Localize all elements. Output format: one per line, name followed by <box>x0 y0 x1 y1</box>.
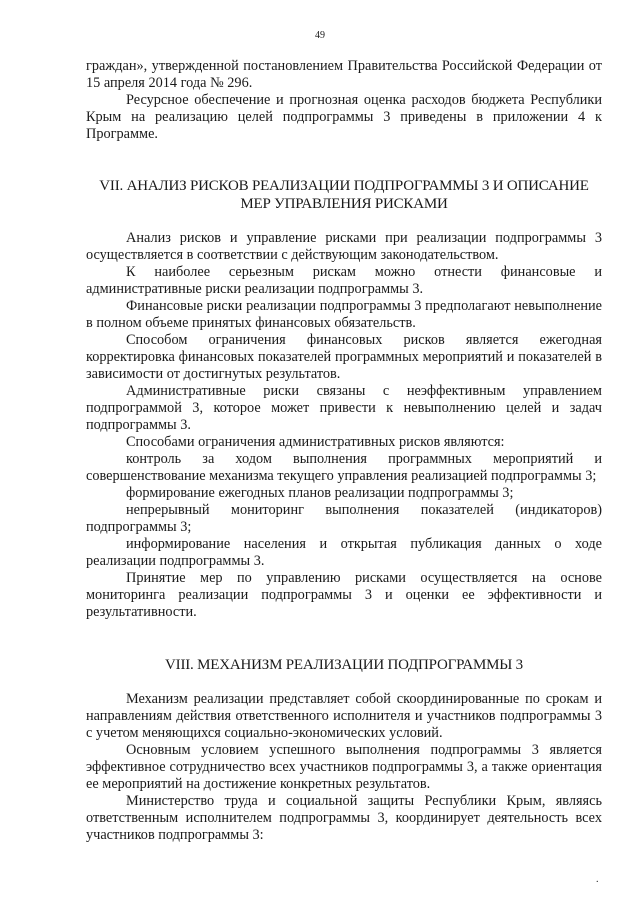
section-viii-paragraph: Механизм реализации представляет собой скоординированные по срокам и направлениям действия ответственного исполнителя и участников подпрограммы 3 с учетом меняющихся социально-экономических условий. <box>86 691 602 741</box>
section-vii-paragraph: К наиболее серьезным рискам можно отнести финансовые и административные риски реализации подпрограммы 3. <box>86 264 602 297</box>
footer-mark: . <box>596 874 599 885</box>
section-vii-list-item: непрерывный мониторинг выполнения показателей (индикаторов) подпрограммы 3; <box>86 502 602 535</box>
section-vii-list-item: контроль за ходом выполнения программных мероприятий и совершенствование механизма текущего управления реализацией подпрограммы 3; <box>86 451 602 484</box>
page-number: 49 <box>315 30 325 41</box>
section-vii-paragraph: Способом ограничения финансовых рисков является ежегодная корректировка финансовых показателей программных мероприятий и показателей в зависимости от достигнутых результатов. <box>86 332 602 382</box>
section-vii-paragraph: Финансовые риски реализации подпрограммы 3 предполагают невыполнение в полном объеме принятых финансовых обязательств. <box>86 298 602 331</box>
document-body <box>86 58 602 844</box>
intro-paragraph: граждан», утвержденной постановлением Правительства Российской Федерации от 15 апреля 2014 года № 296. <box>86 58 602 91</box>
section-vii-paragraph: Принятие мер по управлению рисками осуществляется на основе мониторинга реализации подпрограммы 3 и оценки ее эффективности и результативности. <box>86 570 602 620</box>
section-vii-list-item: информирование населения и открытая публикация данных о ходе реализации подпрограммы 3. <box>86 536 602 569</box>
section-vii-list-item: формирование ежегодных планов реализации подпрограммы 3; <box>126 485 514 501</box>
section-vii-paragraph: Способами ограничения административных рисков являются: <box>126 434 505 450</box>
section-viii-paragraph: Министерство труда и социальной защиты Республики Крым, являясь ответственным исполнителем подпрограммы 3, координирует деятельность всех участников подпрограммы 3: <box>86 793 602 843</box>
section-viii-heading: VIII. МЕХАНИЗМ РЕАЛИЗАЦИИ ПОДПРОГРАММЫ 3 <box>165 657 523 673</box>
section-vii-paragraph: Анализ рисков и управление рисками при реализации подпрограммы 3 осуществляется в соответствии с действующим законодательством. <box>86 230 602 263</box>
section-vii-paragraph: Административные риски связаны с неэффективным управлением подпрограммой 3, которое может привести к невыполнению целей и задач подпрограммы 3. <box>86 383 602 433</box>
intro-paragraph: Ресурсное обеспечение и прогнозная оценка расходов бюджета Республики Крым на реализацию целей подпрограммы 3 приведены в приложении 4 к Программе. <box>86 92 602 142</box>
section-viii-paragraph: Основным условием успешного выполнения подпрограммы 3 является эффективное сотрудничество всех участников подпрограммы 3, а также ориентация ее мероприятий на достижение конкретных результатов. <box>86 742 602 792</box>
section-vii-heading: VII. АНАЛИЗ РИСКОВ РЕАЛИЗАЦИИ ПОДПРОГРАММЫ 3 И ОПИСАНИЕ МЕР УПРАВЛЕНИЯ РИСКАМИ <box>99 178 589 212</box>
